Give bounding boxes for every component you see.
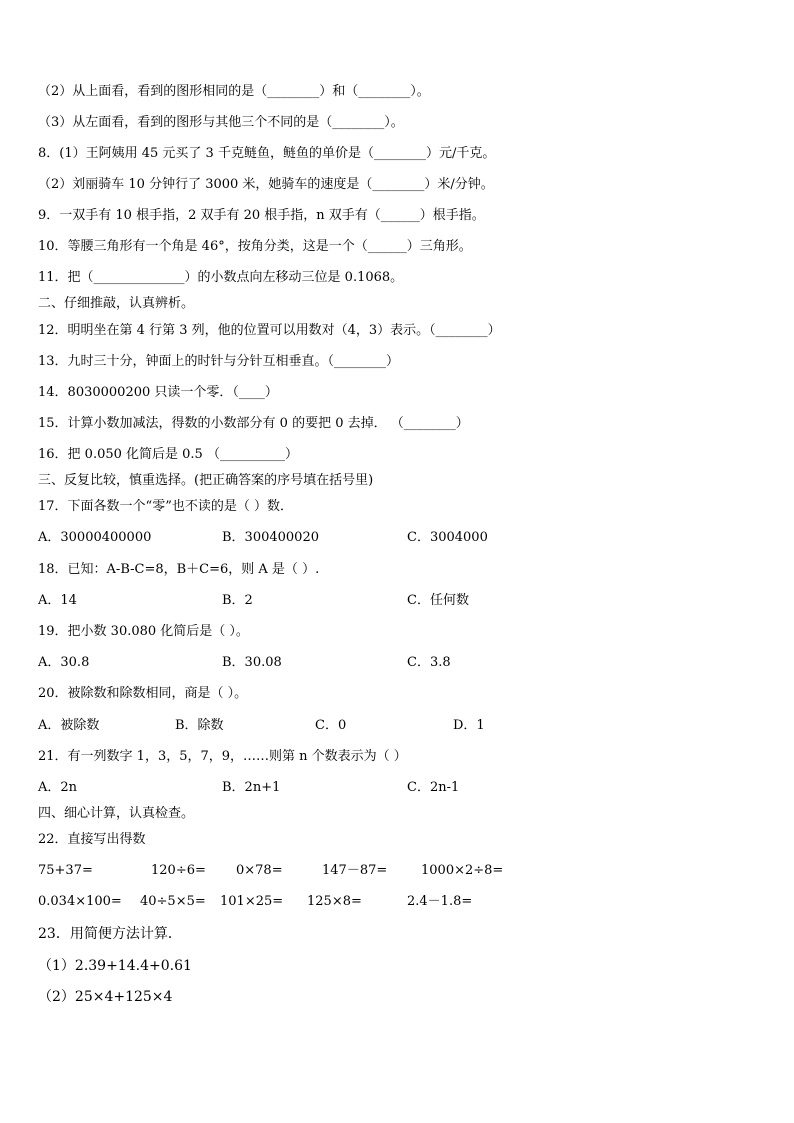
q21-option-b: B．2n+1 bbox=[222, 780, 281, 795]
q17-option-b: B．300400020 bbox=[222, 530, 319, 545]
calc-item: 125×8= bbox=[307, 894, 362, 909]
q21: 21．有一列数字 1，3，5，7，9，……则第 n 个数表示为（ ） bbox=[38, 749, 407, 764]
q14: 14．8030000200 只读一个零．（____） bbox=[38, 385, 278, 400]
q20-option-b: B．除数 bbox=[175, 718, 224, 733]
q23: 23．用简便方法计算． bbox=[38, 926, 182, 942]
q19: 19．把小数 30.080 化简后是（ ）。 bbox=[38, 624, 249, 639]
q21-option-c: C．2n-1 bbox=[407, 780, 460, 795]
q15: 15．计算小数加减法，得数的小数部分有 0 的要把 0 去掉． （________） bbox=[38, 416, 469, 431]
q7-part2: （2）从上面看，看到的图形相同的是（________）和（________）。 bbox=[38, 84, 430, 99]
section-4-heading: 四、细心计算，认真检查。 bbox=[38, 806, 195, 821]
q18: 18．已知：A-B-C=8，B＋C=6，则 A 是（ ）. bbox=[38, 562, 320, 577]
q7-part3: （3）从左面看，看到的图形与其他三个不同的是（________）。 bbox=[38, 115, 404, 130]
q20-option-c: C．0 bbox=[315, 718, 347, 733]
q20-option-d: D．1 bbox=[453, 718, 485, 733]
q23-part2: （2）25×4+125×4 bbox=[38, 989, 173, 1005]
q23-part1: （1）2.39+14.4+0.61 bbox=[38, 958, 192, 974]
q16: 16．把 0.050 化简后是 0.5 （__________） bbox=[38, 447, 298, 462]
q21-option-a: A．2n bbox=[38, 780, 78, 795]
calc-item: 75+37= bbox=[38, 863, 93, 878]
q12: 12．明明坐在第 4 行第 3 列，他的位置可以用数对（4，3）表示。（________） bbox=[38, 323, 501, 338]
q11: 11．把（______________）的小数点向左移动三位是 0.1068。 bbox=[38, 270, 404, 285]
q17-option-c: C．3004000 bbox=[407, 530, 488, 545]
q13: 13．九时三十分，钟面上的时针与分针互相垂直。（________） bbox=[38, 354, 400, 369]
q8-part2: （2）刘丽骑车 10 分钟行了 3000 米，她骑车的速度是（________）米/分钟。 bbox=[38, 177, 494, 192]
q22: 22．直接写出得数 bbox=[38, 832, 146, 847]
q19-option-c: C．3.8 bbox=[407, 655, 451, 670]
q9: 9．一双手有 10 根手指，2 双手有 20 根手指，n 双手有（______）根手指。 bbox=[38, 208, 485, 223]
q17-option-a: A．30000400000 bbox=[38, 530, 152, 545]
q18-option-a: A．14 bbox=[38, 593, 77, 608]
calc-item: 147－87= bbox=[322, 863, 388, 878]
calc-item: 0×78= bbox=[236, 863, 283, 878]
q19-option-b: B．30.08 bbox=[222, 655, 282, 670]
calc-item: 40÷5×5= bbox=[140, 894, 206, 909]
section-2-heading: 二、仔细推敲，认真辨析。 bbox=[38, 296, 195, 311]
q10: 10．等腰三角形有一个角是 46°，按角分类，这是一个（______）三角形。 bbox=[38, 239, 472, 254]
q19-option-a: A．30.8 bbox=[38, 655, 90, 670]
q20: 20．被除数和除数相同，商是（ ）。 bbox=[38, 686, 248, 701]
section-3-heading: 三、反复比较，慎重选择。(把正确答案的序号填在括号里) bbox=[38, 473, 374, 488]
calc-item: 2.4－1.8= bbox=[407, 894, 473, 909]
calc-item: 0.034×100= bbox=[38, 894, 122, 909]
calc-item: 1000×2÷8= bbox=[421, 863, 504, 878]
q20-option-a: A．被除数 bbox=[38, 718, 100, 733]
q17: 17．下面各数一个“零”也不读的是（ ）数． bbox=[38, 499, 293, 514]
calc-item: 120÷6= bbox=[151, 863, 206, 878]
q8-part1: 8．(1）王阿姨用 45 元买了 3 千克鲢鱼，鲢鱼的单价是（________）元/千克。 bbox=[38, 146, 496, 161]
q18-option-c: C．任何数 bbox=[407, 593, 469, 608]
q18-option-b: B．2 bbox=[222, 593, 253, 608]
calc-item: 101×25= bbox=[220, 894, 284, 909]
